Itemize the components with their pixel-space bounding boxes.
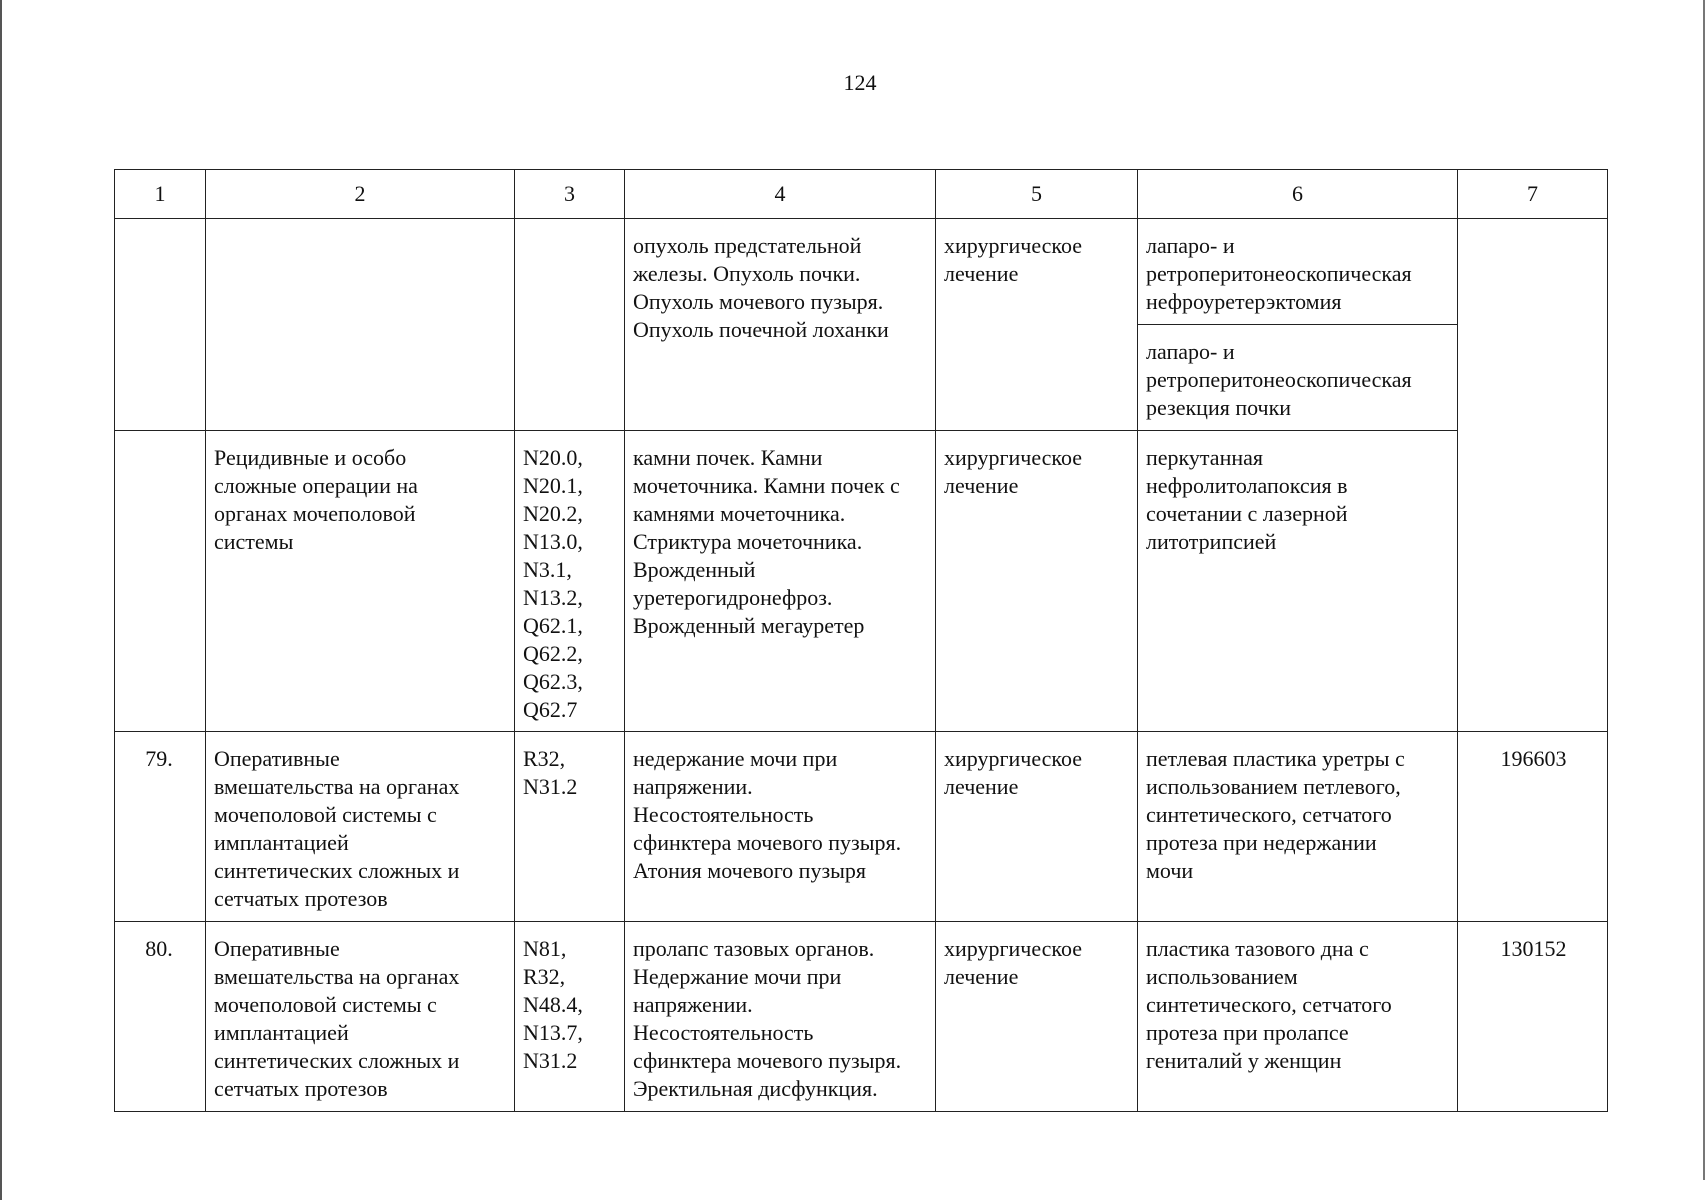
treatment-type-cell — [936, 922, 1138, 1112]
cell-text-line: сфинктера мочевого пузыря. — [633, 1048, 902, 1073]
cell-text-line: сфинктера мочевого пузыря. — [633, 830, 902, 855]
cell-text-line: Q62.3, — [523, 669, 583, 694]
cell-text-line: N20.0, — [523, 445, 583, 470]
treatment-method-cell — [1138, 431, 1458, 732]
diagnosis-cell — [625, 219, 936, 431]
intervention-group-cell — [206, 431, 515, 732]
table-row — [115, 732, 1608, 922]
column-header: 6 — [1138, 170, 1458, 219]
cell-text-line: гениталий у женщин — [1146, 1048, 1342, 1073]
treatment-method-cell — [1138, 219, 1458, 325]
cell-text-line: N81, — [523, 936, 567, 961]
cell-text-line: камни почек. Камни — [633, 445, 823, 470]
intervention-group-cell — [206, 732, 515, 922]
diagnosis-cell — [625, 922, 936, 1112]
cell-text-line: мочеточника. Камни почек с — [633, 473, 900, 498]
cell-text-line: хирургическое — [944, 746, 1083, 771]
cell-text-line: хирургическое — [944, 936, 1083, 961]
row-number-cell: 80. — [115, 922, 206, 1112]
cell-text-line: пролапс тазовых органов. — [633, 936, 875, 961]
cell-text-line: синтетического, сетчатого — [1146, 992, 1392, 1017]
price-cell — [1458, 219, 1608, 732]
cell-text-line: лечение — [944, 261, 1019, 286]
cell-text-line: Атония мочевого пузыря — [633, 858, 867, 883]
treatment-method-cell — [1138, 325, 1458, 431]
procedures-table — [114, 169, 1608, 1112]
row-number-cell: 79. — [115, 732, 206, 922]
cell-text-line: мочеполовой системы с — [214, 802, 437, 827]
cell-text-line: Опухоль мочевого пузыря. — [633, 289, 884, 314]
table-header-row — [115, 170, 1608, 219]
icd-codes-cell — [515, 922, 625, 1112]
cell-text-line: хирургическое — [944, 233, 1083, 258]
cell-text-line: лапаро- и — [1146, 233, 1235, 258]
treatment-method-cell — [1138, 922, 1458, 1112]
cell-text-line: системы — [214, 529, 294, 554]
cell-text-line: лечение — [944, 964, 1019, 989]
cell-text-line: Врожденный мегауретер — [633, 613, 865, 638]
cell-text-line: Несостоятельность — [633, 1020, 814, 1045]
cell-text-line: синтетического, сетчатого — [1146, 802, 1392, 827]
column-header: 5 — [936, 170, 1138, 219]
table-row — [115, 431, 1608, 732]
cell-text-line: вмешательства на органах — [214, 964, 460, 989]
cell-text-line: лапаро- и — [1146, 339, 1235, 364]
price-cell: 196603 — [1458, 732, 1608, 922]
cell-text-line: хирургическое — [944, 445, 1083, 470]
cell-text-line: N20.2, — [523, 501, 583, 526]
diagnosis-cell — [625, 431, 936, 732]
cell-text-line: уретерогидронефроз. — [633, 585, 833, 610]
page-number: 124 — [843, 70, 877, 95]
cell-text-line: Врожденный — [633, 557, 756, 582]
cell-text-line: недержание мочи при — [633, 746, 838, 771]
cell-text-line: лечение — [944, 774, 1019, 799]
cell-text-line: N13.0, — [523, 529, 583, 554]
cell-text-line: резекция почки — [1146, 395, 1292, 420]
cell-text-line: синтетических сложных и — [214, 1048, 460, 1073]
cell-text-line: протеза при пролапсе — [1146, 1020, 1349, 1045]
cell-text-line: Эректильная дисфункция. — [633, 1076, 878, 1101]
column-header: 4 — [625, 170, 936, 219]
row-number-cell — [115, 431, 206, 732]
intervention-group-cell — [206, 922, 515, 1112]
cell-text-line: сетчатых протезов — [214, 1076, 388, 1101]
scan-edge-left — [0, 0, 2, 1200]
treatment-type-cell — [936, 219, 1138, 431]
intervention-group-cell — [206, 219, 515, 431]
cell-text-line: напряжении. — [633, 774, 753, 799]
cell-text-line: Рецидивные и особо — [214, 445, 407, 470]
cell-text-line: вмешательства на органах — [214, 774, 460, 799]
cell-text-line: петлевая пластика уретры с — [1146, 746, 1405, 771]
cell-text-line: имплантацией — [214, 1020, 349, 1045]
column-header: 1 — [115, 170, 206, 219]
cell-text-line: Q62.7 — [523, 697, 578, 722]
cell-text-line: ретроперитонеоскопическая — [1146, 367, 1412, 392]
cell-text-line: ретроперитонеоскопическая — [1146, 261, 1412, 286]
cell-text-line: имплантацией — [214, 830, 349, 855]
price-cell: 130152 — [1458, 922, 1608, 1112]
cell-text-line: протеза при недержании — [1146, 830, 1377, 855]
cell-text-line: Оперативные — [214, 746, 340, 771]
cell-text-line: напряжении. — [633, 992, 753, 1017]
cell-text-line: использованием петлевого, — [1146, 774, 1401, 799]
icd-codes-cell — [515, 219, 625, 431]
cell-text-line: пластика тазового дна с — [1146, 936, 1369, 961]
cell-text-line: Оперативные — [214, 936, 340, 961]
cell-text-line: сетчатых протезов — [214, 886, 388, 911]
cell-text-line: нефролитолапоксия в — [1146, 473, 1348, 498]
cell-text-line: синтетических сложных и — [214, 858, 460, 883]
column-header: 2 — [206, 170, 515, 219]
icd-codes-cell — [515, 732, 625, 922]
table-row — [115, 219, 1608, 325]
diagnosis-cell — [625, 732, 936, 922]
cell-text-line: камнями мочеточника. — [633, 501, 846, 526]
row-number-cell — [115, 219, 206, 431]
cell-text-line: сложные операции на — [214, 473, 418, 498]
cell-text-line: Недержание мочи при — [633, 964, 842, 989]
cell-text-line: N48.4, — [523, 992, 583, 1017]
cell-text-line: N13.2, — [523, 585, 583, 610]
cell-text-line: мочеполовой системы с — [214, 992, 437, 1017]
cell-text-line: Q62.1, — [523, 613, 583, 638]
treatment-type-cell — [936, 732, 1138, 922]
cell-text-line: N3.1, — [523, 557, 572, 582]
icd-codes-cell — [515, 431, 625, 732]
cell-text-line: перкутанная — [1146, 445, 1263, 470]
cell-text-line: Стриктура мочеточника. — [633, 529, 863, 554]
treatment-type-cell — [936, 431, 1138, 732]
cell-text-line: Несостоятельность — [633, 802, 814, 827]
cell-text-line: опухоль предстательной — [633, 233, 862, 258]
cell-text-line: R32, — [523, 746, 566, 771]
cell-text-line: N20.1, — [523, 473, 583, 498]
cell-text-line: N13.7, — [523, 1020, 583, 1045]
cell-text-line: R32, — [523, 964, 566, 989]
cell-text-line: N31.2 — [523, 1048, 578, 1073]
cell-text-line: органах мочеполовой — [214, 501, 416, 526]
cell-text-line: железы. Опухоль почки. — [633, 261, 861, 286]
cell-text-line: нефроуретерэктомия — [1146, 289, 1342, 314]
cell-text-line: Q62.2, — [523, 641, 583, 666]
treatment-method-cell — [1138, 732, 1458, 922]
cell-text-line: литотрипсией — [1146, 529, 1277, 554]
cell-text-line: лечение — [944, 473, 1019, 498]
cell-text-line: Опухоль почечной лоханки — [633, 317, 889, 342]
cell-text-line: N31.2 — [523, 774, 578, 799]
cell-text-line: мочи — [1146, 858, 1194, 883]
column-header: 7 — [1458, 170, 1608, 219]
scan-edge-right — [1703, 0, 1705, 1180]
table-row — [115, 922, 1608, 1112]
cell-text-line: использованием — [1146, 964, 1298, 989]
cell-text-line: сочетании с лазерной — [1146, 501, 1348, 526]
column-header: 3 — [515, 170, 625, 219]
